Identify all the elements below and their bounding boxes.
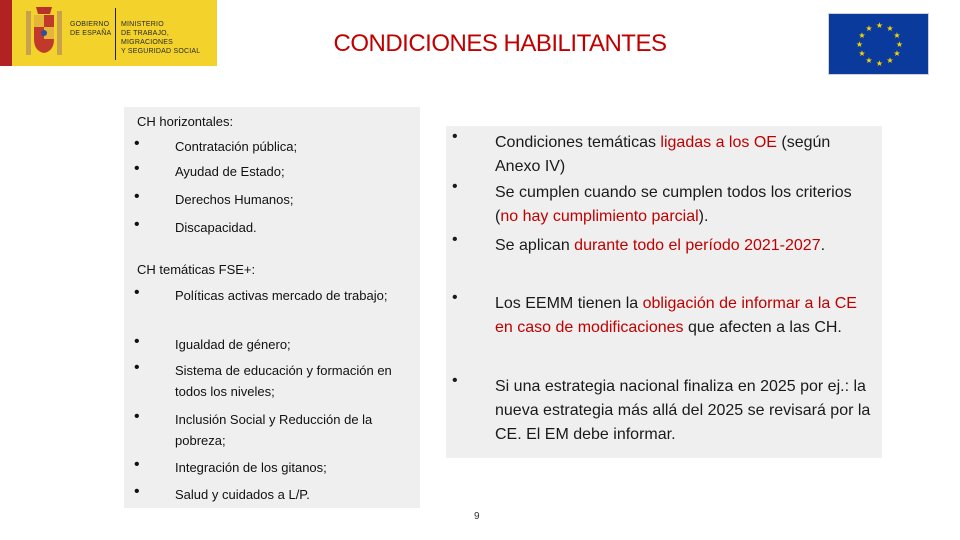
ministry-logo <box>0 0 217 66</box>
bullet-icon: • <box>134 456 140 473</box>
right-panel: • Condiciones temáticas ligadas a los OE (según Anexo IV) • Se cumplen cuando se cumplen todos los criterios (no hay cumplimiento parcial). • Se aplican durante todo el período 2021-2027. • Los EEMM tienen la obligación de informar a la CE en caso de modificaciones que afecten a las CH. • Si una estrategia nacional finaliza en 2025 por ej.: la nueva estrategia más allá del 2025 se revisará por la CE. El EM debe informar. <box>446 126 882 458</box>
svg-text:★: ★ <box>895 40 904 49</box>
bullet-icon: • <box>134 160 140 177</box>
page-number: 9 <box>474 511 480 522</box>
left-panel: CH horizontales: • Contratación pública; • Ayudad de Estado; • Derechos Humanos; • Discapacidad. CH temáticas FSE+: • Políticas activas mercado de trabajo; • Igualdad de género; • Sistema de educación y formación en todos los niveles; • Inclusión Social y Reducción de la pobreza; • Integración de los gitanos; • Salud y cuidados a L/P. <box>124 107 420 508</box>
bullet-icon: • <box>134 408 140 425</box>
bullet-icon: • <box>134 188 140 205</box>
svg-text:★: ★ <box>865 56 873 65</box>
eu-flag-icon <box>828 13 929 75</box>
bullet-icon: • <box>134 483 140 500</box>
bullet-icon: • <box>134 135 140 152</box>
svg-text:★: ★ <box>855 40 864 49</box>
coat-of-arms-icon <box>24 5 64 61</box>
svg-text:★: ★ <box>875 21 884 30</box>
ch-horizontales-heading: CH horizontales: <box>137 114 234 129</box>
svg-text:★: ★ <box>893 49 901 58</box>
svg-text:★: ★ <box>893 31 901 40</box>
svg-text:★: ★ <box>875 59 884 68</box>
logo-text-ministerio: MINISTERIO DE TRABAJO, MIGRACIONES Y SEGURIDAD SOCIAL <box>121 21 201 55</box>
bullet-icon: • <box>452 231 458 248</box>
svg-text:★: ★ <box>858 49 866 58</box>
ch-tematicas-heading: CH temáticas FSE+: <box>137 262 256 277</box>
bullet-icon: • <box>452 372 458 389</box>
bullet-icon: • <box>452 128 458 145</box>
bullet-icon: • <box>134 216 140 233</box>
slide-title: CONDICIONES HABILITANTES <box>333 30 667 57</box>
bullet-icon: • <box>134 284 140 301</box>
svg-text:★: ★ <box>865 24 873 33</box>
logo-text-gobierno: GOBIERNO DE ESPAÑA <box>70 21 112 37</box>
bullet-icon: • <box>134 359 140 376</box>
svg-text:★: ★ <box>886 24 894 33</box>
logo-divider <box>115 8 116 60</box>
svg-text:★: ★ <box>858 31 866 40</box>
svg-text:★: ★ <box>886 56 894 65</box>
bullet-icon: • <box>452 178 458 195</box>
bullet-icon: • <box>134 333 140 350</box>
logo-flag-stripe <box>0 0 12 66</box>
bullet-icon: • <box>452 289 458 306</box>
